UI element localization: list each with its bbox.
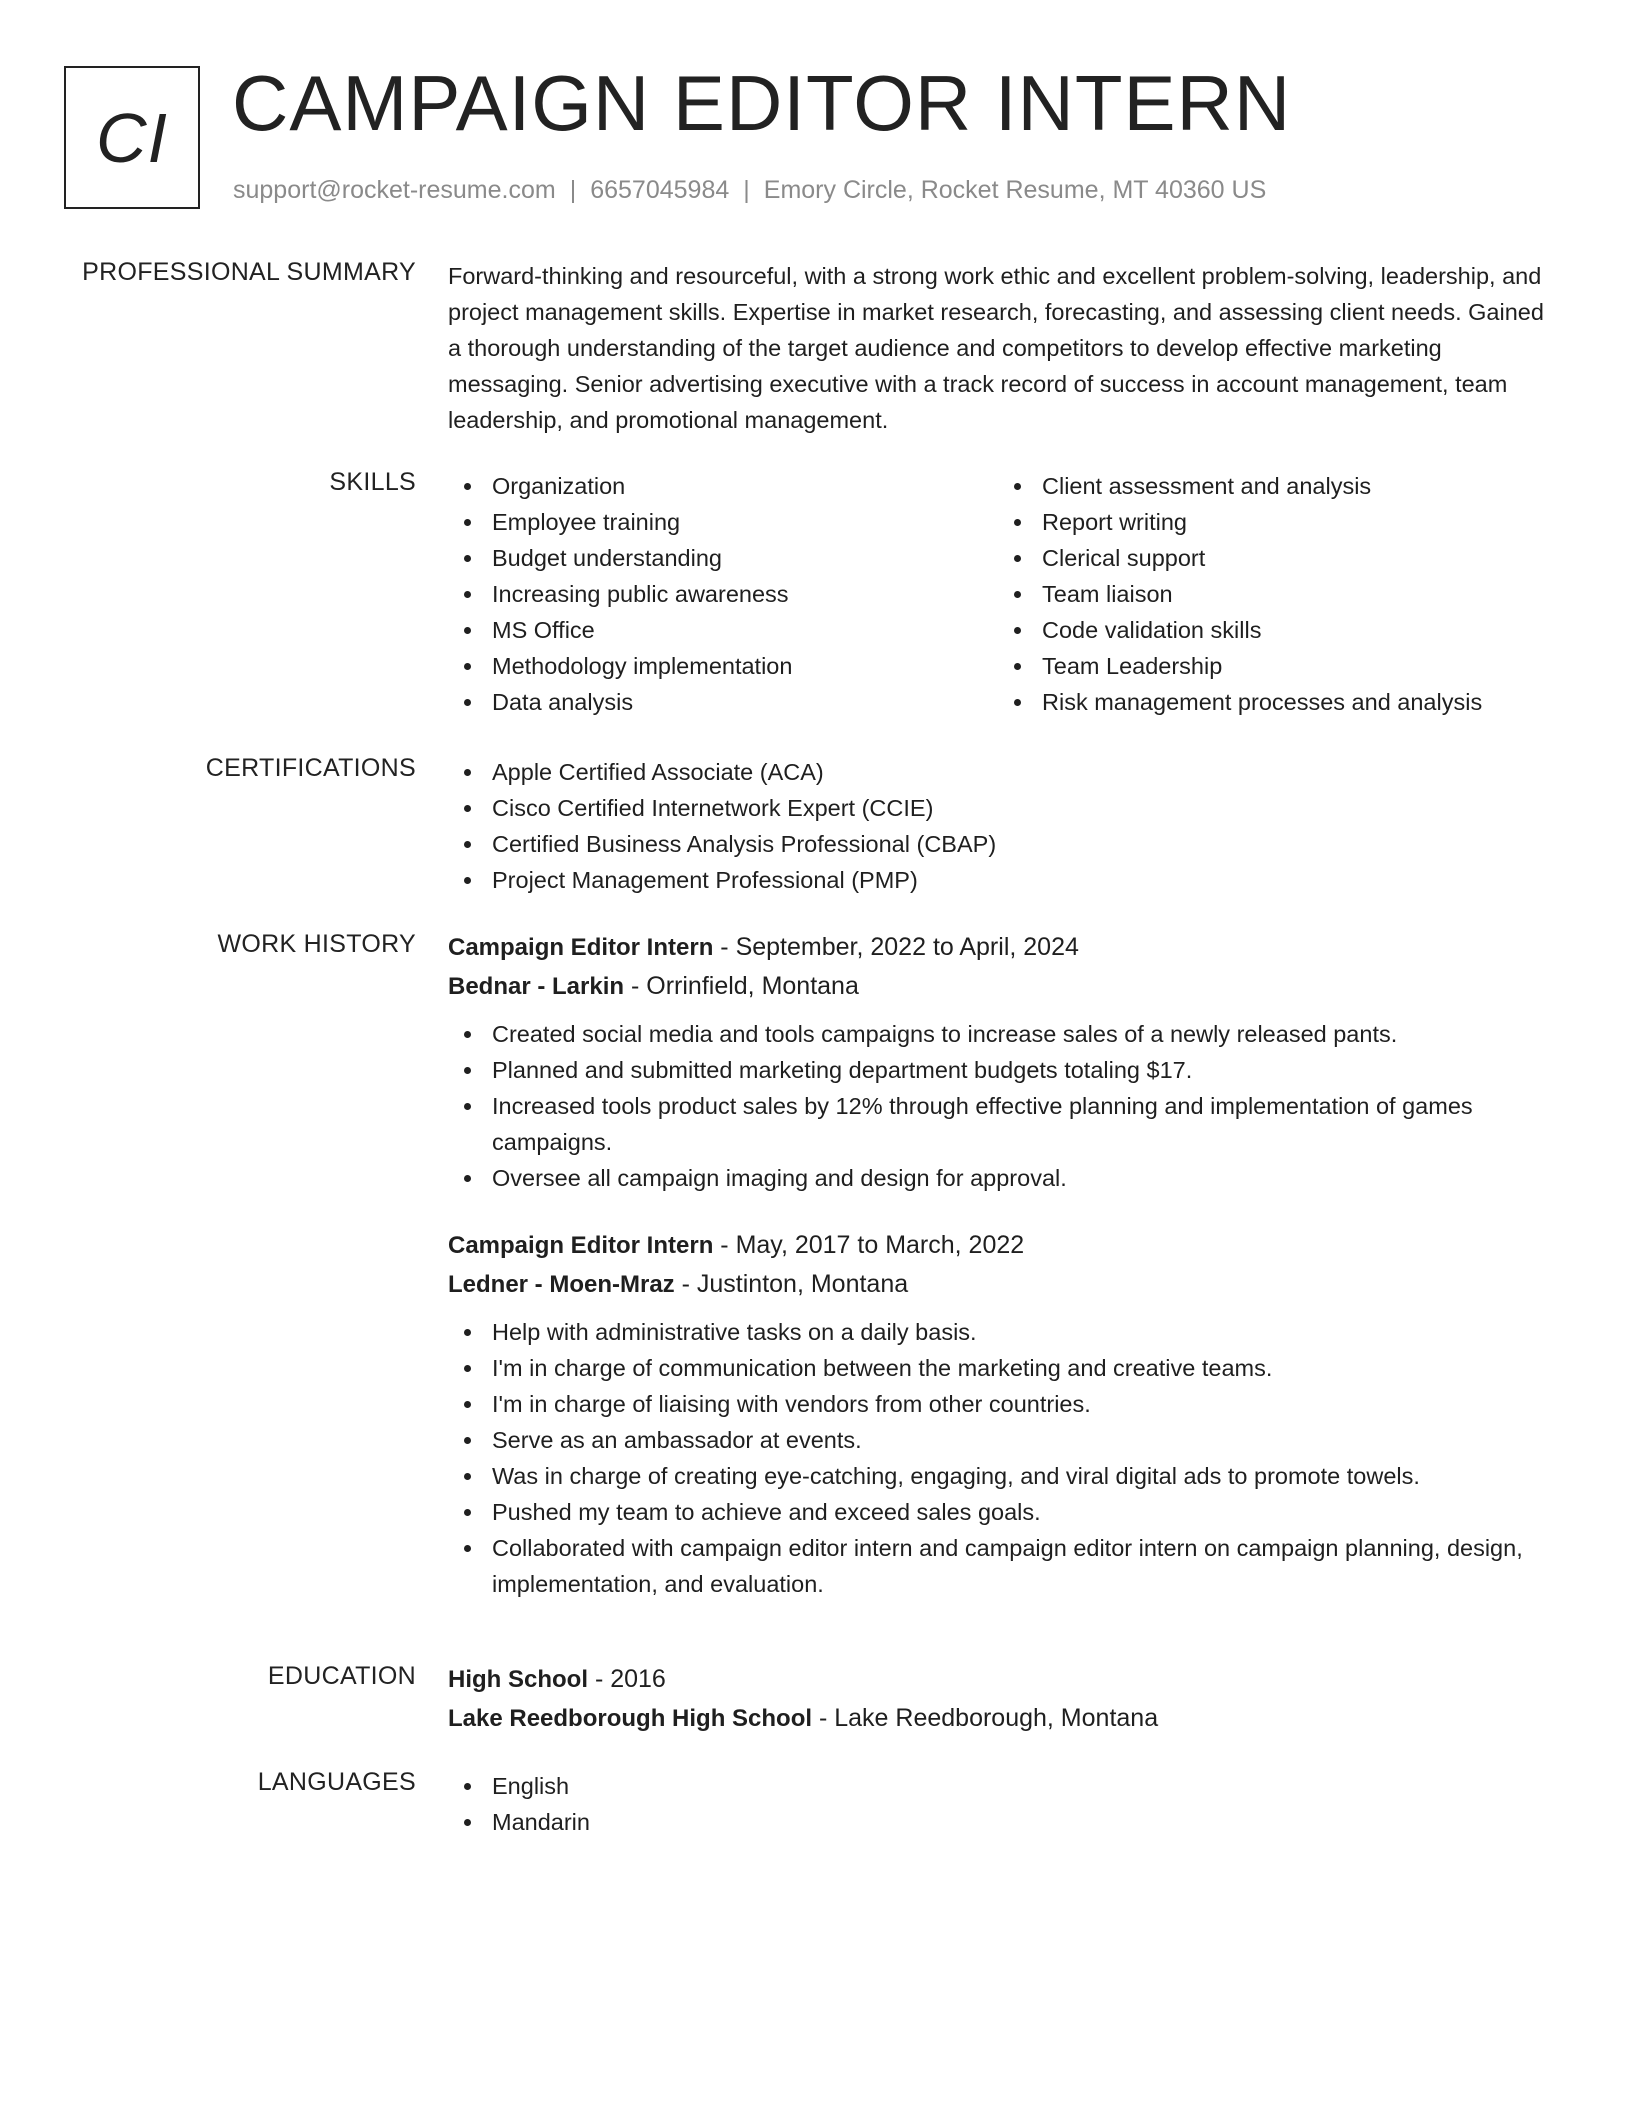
job-duties-list <box>448 1314 1560 1602</box>
section-label-summary: PROFESSIONAL SUMMARY <box>82 258 416 286</box>
skill-item: Team liaison <box>998 576 1548 612</box>
monogram-box <box>64 66 200 209</box>
job-duties-list <box>448 1016 1560 1196</box>
section-label-languages: LANGUAGES <box>257 1768 416 1796</box>
skills-columns <box>448 468 1560 720</box>
language-item: English <box>448 1768 1560 1804</box>
section-label-skills: SKILLS <box>329 468 416 496</box>
contact-separator: | <box>743 176 750 204</box>
skills-list-left <box>448 468 998 720</box>
skill-item: Team Leadership <box>998 648 1548 684</box>
skill-item: Data analysis <box>448 684 998 720</box>
job-company: Ledner - Moen-Mraz <box>448 1271 675 1298</box>
job-company-line <box>448 1265 1560 1304</box>
skill-item: Code validation skills <box>998 612 1548 648</box>
section-label-education: EDUCATION <box>267 1662 416 1690</box>
job-duty-item: Serve as an ambassador at events. <box>448 1422 1560 1458</box>
skill-item: Employee training <box>448 504 998 540</box>
job-duty-item: Pushed my team to achieve and exceed sales goals. <box>448 1494 1560 1530</box>
monogram-initials: CI <box>96 98 168 177</box>
education-school: Lake Reedborough High School <box>448 1705 813 1732</box>
job-duty-item: Increased tools product sales by 12% through effective planning and implementation of games campaigns. <box>448 1088 1560 1160</box>
section-label-work-history: WORK HISTORY <box>217 930 416 958</box>
contact-line <box>233 176 1266 205</box>
job-company: Bednar - Larkin <box>448 973 625 1000</box>
certification-item: Cisco Certified Internetwork Expert (CCIE) <box>448 790 1560 826</box>
page-title: CAMPAIGN EDITOR INTERN <box>232 59 1292 147</box>
job-dates: - May, 2017 to March, 2022 <box>713 1231 1025 1259</box>
skill-item: Organization <box>448 468 998 504</box>
job-title-line <box>448 928 1560 967</box>
job-entry <box>448 928 1560 1196</box>
contact-address: Emory Circle, Rocket Resume, MT 40360 US <box>763 176 1267 204</box>
job-duty-item: Oversee all campaign imaging and design for approval. <box>448 1160 1560 1196</box>
job-location: - Justinton, Montana <box>674 1270 909 1298</box>
contact-email[interactable]: support@rocket-resume.com <box>233 176 556 204</box>
skill-item: Report writing <box>998 504 1548 540</box>
job-duty-item: Created social media and tools campaigns to increase sales of a newly released pants. <box>448 1016 1560 1052</box>
certifications-list <box>448 754 1560 898</box>
certifications-body <box>448 754 1560 898</box>
skill-item: Methodology implementation <box>448 648 998 684</box>
education-body <box>448 1660 1560 1738</box>
job-entry <box>448 1226 1560 1602</box>
education-degree-line <box>448 1660 1560 1699</box>
certification-item: Apple Certified Associate (ACA) <box>448 754 1560 790</box>
job-duty-item: Collaborated with campaign editor intern and campaign editor intern on campaign planning, design, implementation, and evaluation. <box>448 1530 1560 1602</box>
summary-text: Forward-thinking and resourceful, with a strong work ethic and excellent problem-solving, leadership, and project management skills. Expertise in market research, forecasting, and assessing client needs. Gained a thorough understanding of the target audience and competitors to develop effective marketing messaging. Senior advertising executive with a track record of success in account management, team leadership, and promotional management. <box>448 263 1544 433</box>
job-company-line <box>448 967 1560 1006</box>
languages-list <box>448 1768 1560 1840</box>
contact-separator: | <box>569 176 577 204</box>
job-duty-item: Help with administrative tasks on a daily basis. <box>448 1314 1560 1350</box>
skill-item: Budget understanding <box>448 540 998 576</box>
education-school-line <box>448 1699 1560 1738</box>
work-history-body <box>448 928 1560 1602</box>
education-year: - 2016 <box>588 1665 666 1693</box>
education-degree: High School <box>448 1666 588 1693</box>
skill-item: Increasing public awareness <box>448 576 998 612</box>
job-location: - Orrinfield, Montana <box>624 972 859 1000</box>
job-duty-item: Was in charge of creating eye-catching, engaging, and viral digital ads to promote towels. <box>448 1458 1560 1494</box>
certification-item: Project Management Professional (PMP) <box>448 862 1560 898</box>
contact-phone[interactable]: 6657045984 <box>590 176 730 204</box>
education-location: - Lake Reedborough, Montana <box>812 1704 1159 1732</box>
skill-item: MS Office <box>448 612 998 648</box>
section-label-certifications: CERTIFICATIONS <box>205 754 416 782</box>
job-title: Campaign Editor Intern <box>448 934 714 961</box>
certification-item: Certified Business Analysis Professional (CBAP) <box>448 826 1560 862</box>
job-duty-item: Planned and submitted marketing department budgets totaling $17. <box>448 1052 1560 1088</box>
job-duty-item: I'm in charge of liaising with vendors from other countries. <box>448 1386 1560 1422</box>
language-item: Mandarin <box>448 1804 1560 1840</box>
skills-list-right <box>998 468 1548 720</box>
job-duty-item: I'm in charge of communication between the marketing and creative teams. <box>448 1350 1560 1386</box>
skill-item: Clerical support <box>998 540 1548 576</box>
languages-body <box>448 1768 1560 1840</box>
job-title-line <box>448 1226 1560 1265</box>
skill-item: Client assessment and analysis <box>998 468 1548 504</box>
job-dates: - September, 2022 to April, 2024 <box>713 933 1079 961</box>
job-title: Campaign Editor Intern <box>448 1232 714 1259</box>
skill-item: Risk management processes and analysis <box>998 684 1548 720</box>
